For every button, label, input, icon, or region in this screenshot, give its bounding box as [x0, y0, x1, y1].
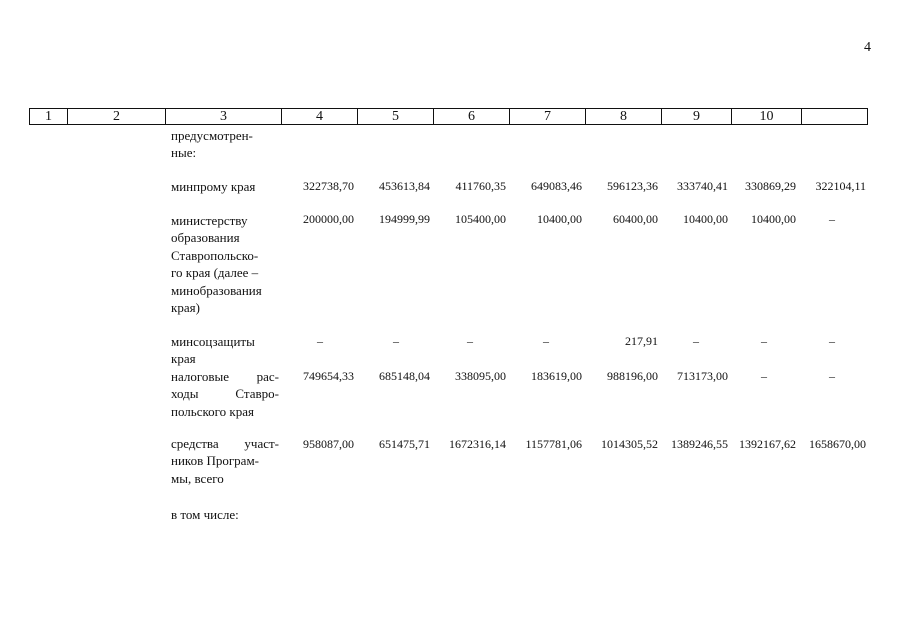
header-col-5: 5: [358, 109, 434, 125]
table-cell: 651475,71: [379, 437, 430, 451]
table-cell: 685148,04: [379, 369, 430, 383]
table-cell: 453613,84: [379, 179, 430, 193]
header-col-1: 1: [30, 109, 68, 125]
table-cell: 1392167,62: [739, 437, 796, 451]
table-cell: 649083,46: [531, 179, 582, 193]
header-col-2: 2: [68, 109, 166, 125]
table-cell: 596123,36: [607, 179, 658, 193]
table-cell: 10400,00: [537, 212, 582, 226]
table-cell: 1658670,00: [809, 437, 866, 451]
table-cell: 1672316,14: [449, 437, 506, 451]
table-cell: 1157781,06: [525, 437, 582, 451]
table-cell: 713173,00: [677, 369, 728, 383]
table-cell: –: [317, 334, 323, 348]
row-desc-participants-funds: средства участ- ников Програм- мы, всего: [171, 436, 279, 486]
table-cell: 322104,11: [815, 179, 866, 193]
page-number: 4: [864, 40, 871, 55]
header-col-8: 8: [586, 109, 662, 125]
table-cell: 217,91: [625, 334, 658, 348]
table-cell: 105400,00: [455, 212, 506, 226]
table-cell: 988196,00: [607, 369, 658, 383]
column-number-header: [29, 108, 868, 125]
header-col-6: 6: [434, 109, 510, 125]
table-cell: –: [829, 369, 835, 383]
header-col-10: 10: [732, 109, 802, 125]
table-cell: 411760,35: [455, 179, 506, 193]
header-col-3: 3: [166, 109, 282, 125]
row-desc-including: в том числе:: [171, 507, 239, 522]
table-cell: 60400,00: [613, 212, 658, 226]
table-cell: 958087,00: [303, 437, 354, 451]
table-cell: 10400,00: [683, 212, 728, 226]
table-cell: 330869,29: [745, 179, 796, 193]
row-desc-minsoczashchity: минсоцзащиты края: [171, 334, 255, 367]
row-desc-mineducation: министерству образования Ставропольско- го края (далее – минобразования края): [171, 213, 262, 316]
table-cell: –: [693, 334, 699, 348]
table-cell: 10400,00: [751, 212, 796, 226]
header-col-4: 4: [282, 109, 358, 125]
row-desc-provided: предусмотрен- ные:: [171, 128, 253, 161]
table-cell: 749654,33: [303, 369, 354, 383]
table-cell: –: [467, 334, 473, 348]
table-cell: 333740,41: [677, 179, 728, 193]
table-cell: 194999,99: [379, 212, 430, 226]
header-col-7: 7: [510, 109, 586, 125]
row-desc-tax-expenses: налоговые рас- ходы Ставро- польского края: [171, 369, 279, 419]
table-cell: 183619,00: [531, 369, 582, 383]
table-cell: –: [761, 334, 767, 348]
header-col-11: [802, 109, 868, 125]
table-cell: 322738,70: [303, 179, 354, 193]
table-cell: –: [761, 369, 767, 383]
row-desc-minprom: минпрому края: [171, 179, 256, 194]
table-cell: –: [543, 334, 549, 348]
table-cell: –: [829, 212, 835, 226]
table-cell: 1389246,55: [671, 437, 728, 451]
header-col-9: 9: [662, 109, 732, 125]
table-cell: –: [829, 334, 835, 348]
table-cell: –: [393, 334, 399, 348]
table-cell: 338095,00: [455, 369, 506, 383]
table-cell: 1014305,52: [601, 437, 658, 451]
table-cell: 200000,00: [303, 212, 354, 226]
